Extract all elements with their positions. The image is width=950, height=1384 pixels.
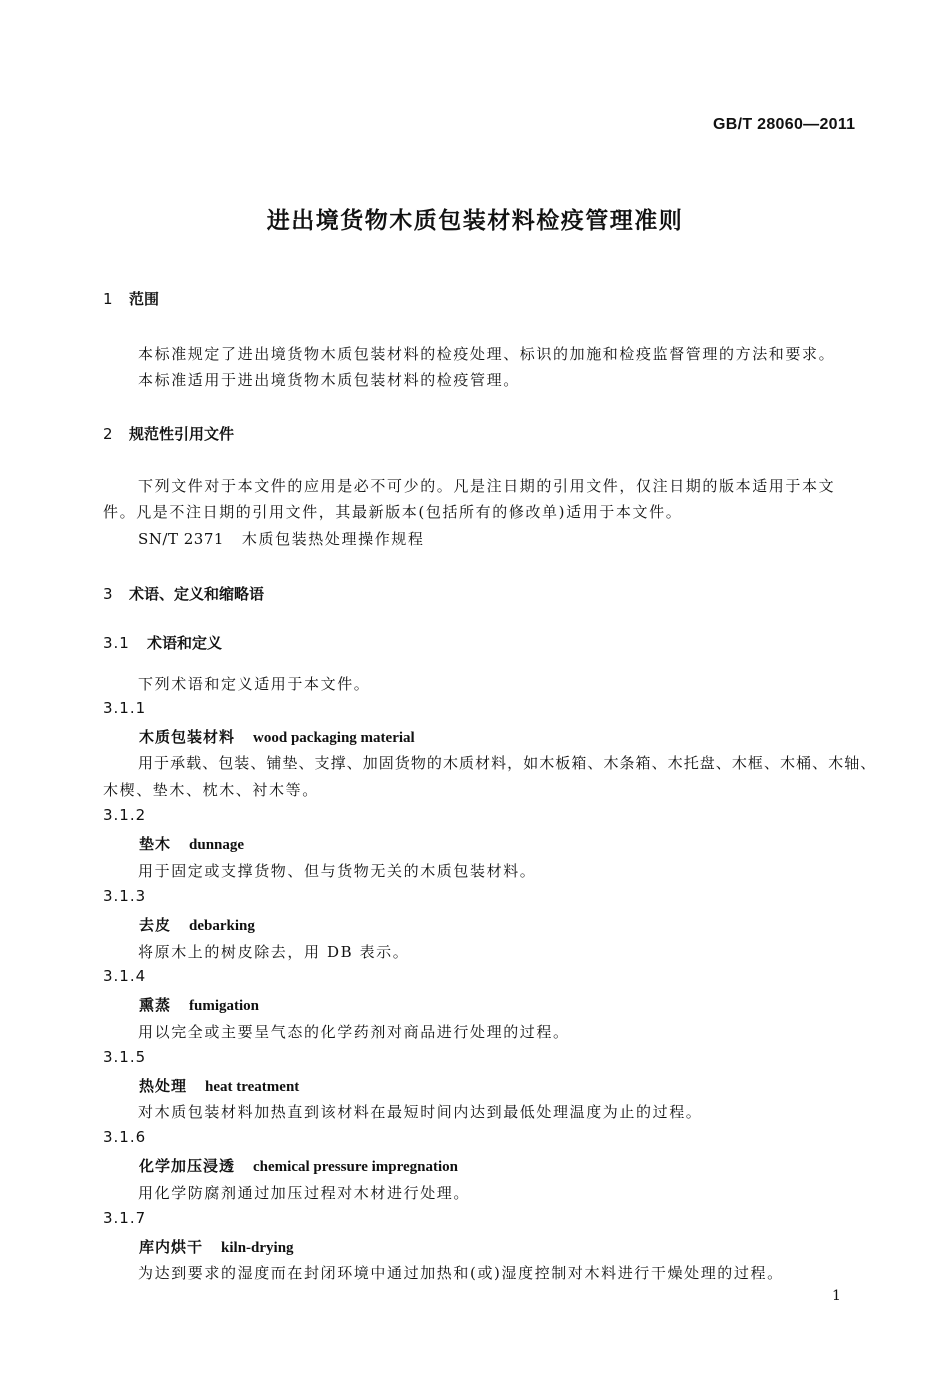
section-3-1-heading [103, 632, 222, 653]
page-number: 1 [832, 1288, 841, 1304]
term-definition: 将原木上的树皮除去，用 DB 表示。 [138, 943, 410, 961]
normative-reference [138, 528, 425, 549]
section-number: 1 [103, 290, 113, 308]
term-heading [139, 833, 244, 854]
reference-title: 木质包装热处理操作规程 [241, 530, 425, 548]
term-number: 3.1.2 [103, 806, 147, 824]
term-definition: 为达到要求的湿度而在封闭环境中通过加热和(或)湿度控制对木料进行干燥处理的过程。 [138, 1264, 784, 1282]
term-number: 3.1.5 [103, 1048, 147, 1066]
section-title: 术语和定义 [147, 634, 223, 652]
paragraph: 本标准规定了进出境货物木质包装材料的检疫处理、标识的加施和检疫监督管理的方法和要求。 [138, 345, 836, 363]
term-definition: 对木质包装材料加热直到该材料在最短时间内达到最低处理温度为止的过程。 [138, 1103, 703, 1121]
term-heading [139, 1155, 458, 1176]
section-title: 术语、定义和缩略语 [129, 585, 265, 603]
term-number: 3.1.1 [103, 699, 147, 717]
term-definition: 用以完全或主要呈气态的化学药剂对商品进行处理的过程。 [138, 1023, 570, 1041]
standard-number: GB/T 28060—2011 [713, 116, 856, 133]
term-heading [139, 1075, 299, 1096]
section-title: 范围 [129, 290, 160, 308]
reference-code: SN/T 2371 [138, 530, 224, 548]
section-title: 规范性引用文件 [129, 425, 235, 443]
paragraph-line: 下列文件对于本文件的应用是必不可少的。凡是注日期的引用文件，仅注日期的版本适用于本文 [138, 477, 836, 495]
term-en: dunnage [189, 837, 245, 853]
term-zh: 垫木 [139, 835, 172, 853]
term-definition: 用于固定或支撑货物、但与货物无关的木质包装材料。 [138, 862, 537, 880]
term-number: 3.1.4 [103, 967, 147, 985]
section-1-heading [103, 288, 159, 309]
term-definition: 用于承载、包装、铺垫、支撑、加固货物的木质材料，如木板箱、木条箱、木托盘、木框、木桶、木轴、 [138, 754, 877, 772]
term-en: debarking [189, 918, 255, 934]
term-en: wood packaging material [253, 730, 415, 746]
term-zh: 化学加压浸透 [139, 1157, 236, 1175]
section-2-heading [103, 423, 234, 444]
term-en: heat treatment [205, 1079, 300, 1095]
paragraph: 下列术语和定义适用于本文件。 [138, 675, 371, 693]
term-zh: 库内烘干 [139, 1238, 204, 1256]
section-3-heading [103, 583, 264, 604]
section-number: 3.1 [103, 634, 130, 652]
paragraph: 本标准适用于进出境货物木质包装材料的检疫管理。 [138, 371, 520, 389]
term-heading [139, 1236, 294, 1257]
paragraph-line: 件。凡是不注日期的引用文件，其最新版本(包括所有的修改单)适用于本文件。 [103, 503, 683, 521]
term-heading [139, 726, 415, 747]
document-title: 进出境货物木质包装材料检疫管理准则 [266, 208, 684, 234]
term-definition: 用化学防腐剂通过加压过程对木材进行处理。 [138, 1184, 471, 1202]
term-zh: 熏蒸 [139, 996, 172, 1014]
term-heading [139, 994, 259, 1015]
section-number: 2 [103, 425, 113, 443]
term-zh: 热处理 [139, 1077, 188, 1095]
term-zh: 木质包装材料 [139, 728, 236, 746]
term-en: chemical pressure impregnation [253, 1159, 459, 1175]
term-zh: 去皮 [139, 916, 172, 934]
term-number: 3.1.7 [103, 1209, 147, 1227]
term-definition: 木楔、垫木、枕木、衬木等。 [103, 781, 319, 799]
term-en: kiln-drying [221, 1240, 294, 1256]
term-en: fumigation [189, 998, 260, 1014]
term-number: 3.1.3 [103, 887, 147, 905]
section-number: 3 [103, 585, 113, 603]
term-number: 3.1.6 [103, 1128, 147, 1146]
term-heading [139, 914, 255, 935]
